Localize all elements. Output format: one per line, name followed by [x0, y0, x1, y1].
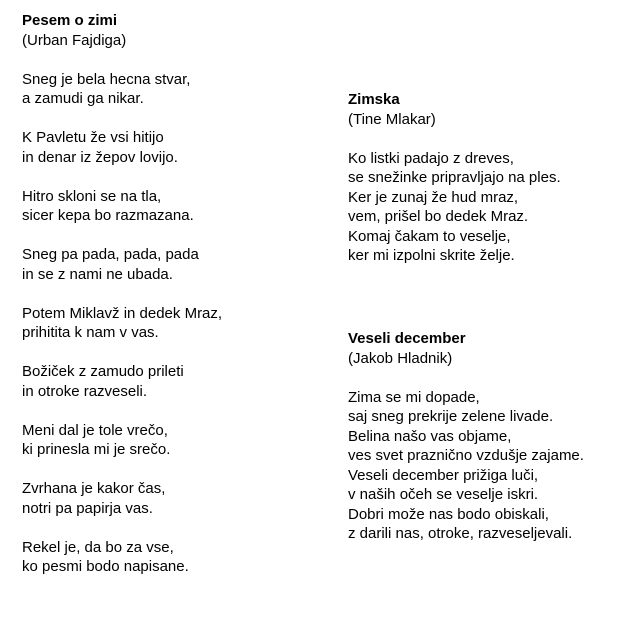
poem-line: Ko listki padajo z dreves,: [348, 149, 514, 167]
poem-line: a zamudi ga nikar.: [22, 90, 144, 107]
poem-line: Zvrhana je kakor čas,: [22, 480, 166, 497]
poem-title: Zimska: [348, 91, 400, 108]
stanza: [348, 388, 633, 544]
poem-line: Ker je zunaj že hud mraz,: [348, 188, 519, 206]
poem-line: se snežinke pripravljajo na ples.: [348, 169, 561, 186]
poem-line: ves svet praznično vzdušje zajame.: [348, 447, 584, 464]
poem-line: ko pesmi bodo napisane.: [22, 558, 189, 575]
stanza: [22, 479, 322, 518]
poem-line: Rekel je, da bo za vse,: [22, 538, 174, 556]
poem-pesem-o-zimi: [22, 11, 322, 577]
poem-line: notri pa papirja vas.: [22, 499, 153, 517]
stanza: [22, 304, 322, 343]
poem-title: Pesem o zimi: [22, 12, 118, 29]
poem-line: in denar iz žepov lovijo.: [22, 148, 178, 166]
stanza: [22, 128, 322, 167]
stanza: [22, 187, 322, 226]
poem-line: sicer kepa bo razmazana.: [22, 207, 194, 224]
poem-line: Sneg pa pada, pada, pada: [22, 246, 199, 263]
poem-line: Dobri može nas bodo obiskali,: [348, 505, 549, 523]
stanza: [22, 421, 322, 460]
poem-body: [22, 70, 322, 577]
poem-line: prihitita k nam v vas.: [22, 324, 159, 341]
poem-line: Komaj čakam to veselje,: [348, 227, 511, 245]
poem-author: (Tine Mlakar): [348, 110, 436, 128]
poem-line: K Pavletu že vsi hitijo: [22, 129, 164, 146]
stanza: [22, 538, 322, 577]
poem-author: (Urban Fajdiga): [22, 31, 127, 49]
poem-line: Zima se mi dopade,: [348, 388, 480, 406]
poem-line: in otroke razveseli.: [22, 382, 148, 400]
poem-line: vem, prišel bo dedek Mraz.: [348, 208, 529, 225]
poem-line: Božiček z zamudo prileti: [22, 363, 184, 380]
poem-line: in se z nami ne ubada.: [22, 265, 173, 283]
poem-body: [348, 388, 633, 544]
poem-title: Veseli december: [348, 330, 466, 347]
poem-line: Veseli december prižiga luči,: [348, 466, 539, 484]
poem-line: Hitro skloni se na tla,: [22, 187, 162, 205]
stanza: [22, 362, 322, 401]
poem-line: saj sneg prekrije zelene livade.: [348, 408, 554, 425]
poem-line: Belina našo vas objame,: [348, 427, 512, 445]
poem-body: [348, 149, 628, 266]
poem-author: (Jakob Hladnik): [348, 349, 453, 367]
poem-line: ker mi izpolni skrite želje.: [348, 247, 515, 264]
poem-line: v naših očeh se veselje iskri.: [348, 486, 539, 503]
stanza: [22, 245, 322, 284]
poem-zimska: [348, 90, 628, 266]
poem-line: Sneg je bela hecna stvar,: [22, 70, 191, 88]
poem-line: Meni dal je tole vrečo,: [22, 421, 168, 439]
stanza: [22, 70, 322, 109]
stanza: [348, 149, 628, 266]
poem-veseli-december: [348, 329, 633, 544]
poem-line: Potem Miklavž in dedek Mraz,: [22, 304, 223, 322]
poem-line: z darili nas, otroke, razveseljevali.: [348, 525, 573, 542]
poem-line: ki prinesla mi je srečo.: [22, 441, 171, 458]
